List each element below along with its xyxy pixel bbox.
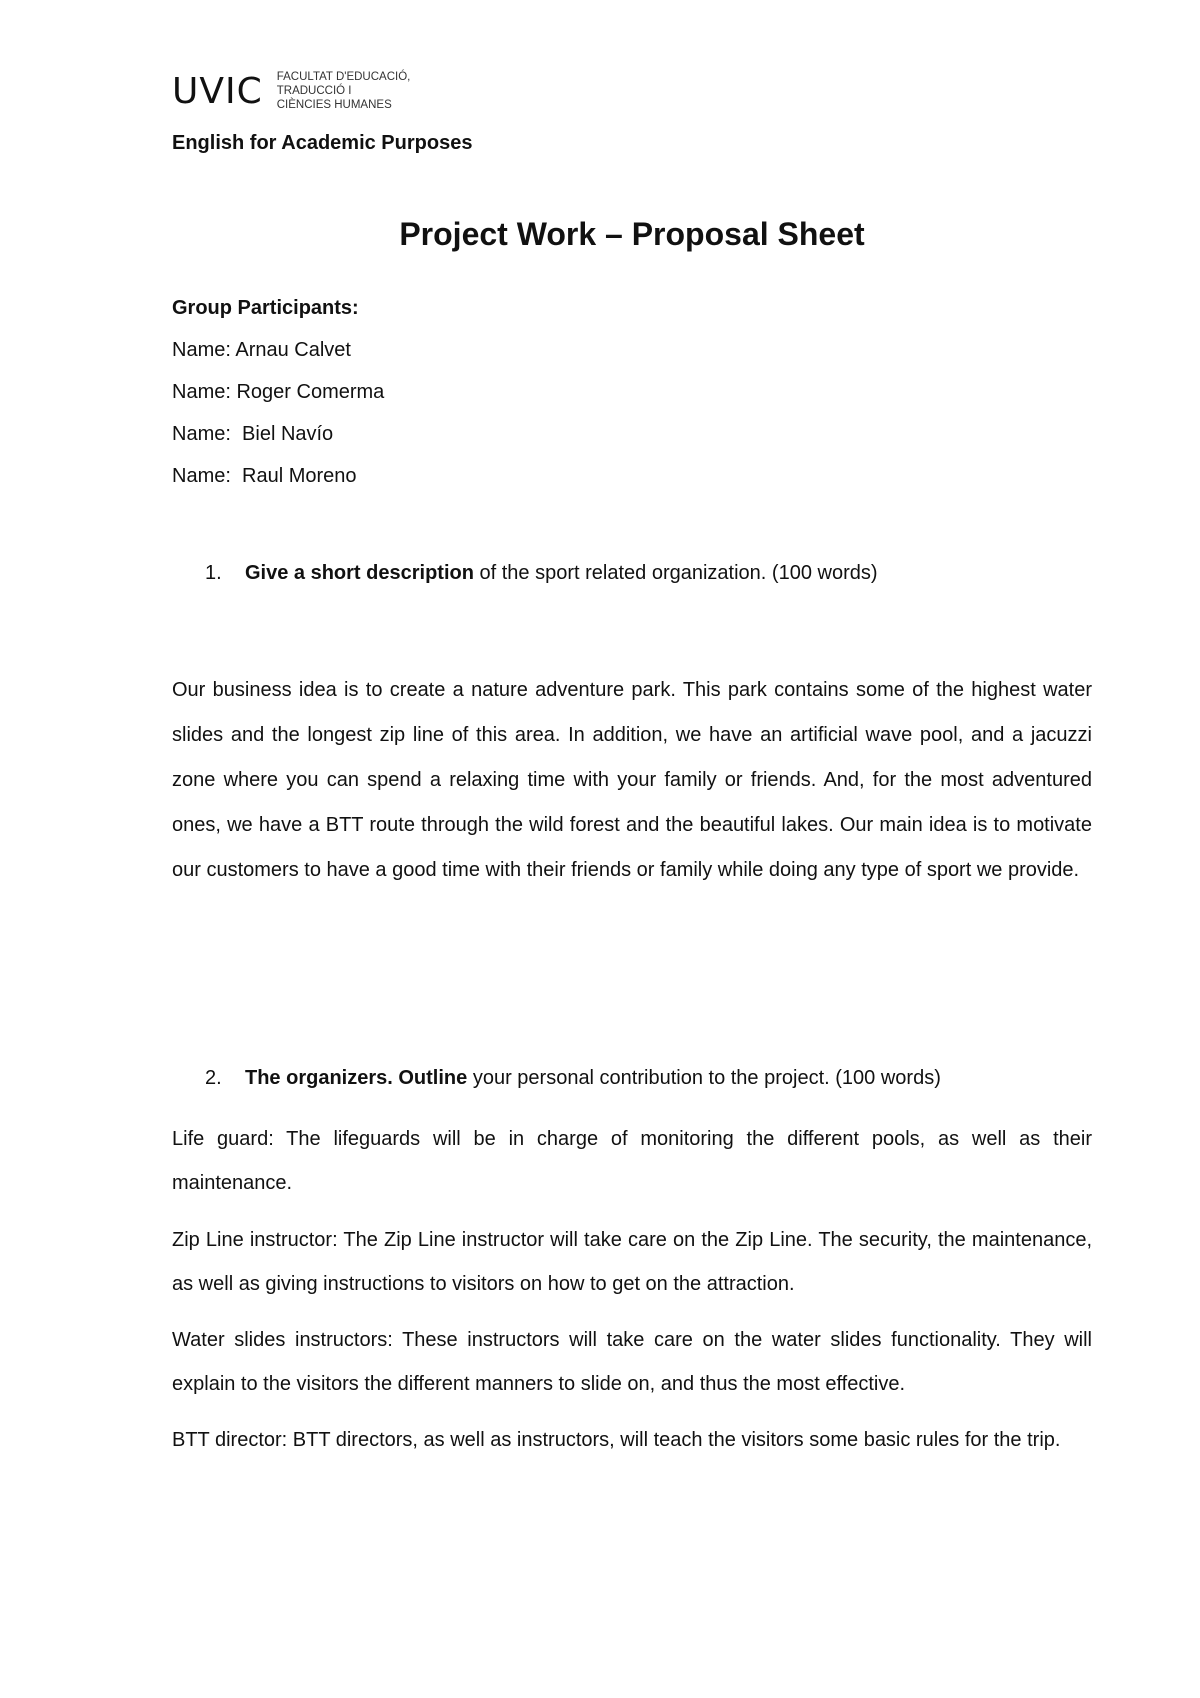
- participant-row: [172, 462, 384, 504]
- course-name: English for Academic Purposes: [172, 132, 473, 154]
- uvic-logo: [172, 70, 410, 118]
- logo-mark: UVIC: [172, 71, 263, 112]
- participant-name: Roger Comerma: [236, 381, 385, 403]
- participant-name: Biel Navío: [242, 423, 334, 445]
- name-label: Name:: [172, 423, 231, 445]
- faculty-line: FACULTAT D'EDUCACIÓ,: [276, 71, 411, 83]
- participant-row: [172, 420, 384, 462]
- name-label: Name:: [172, 465, 231, 487]
- question-bold: The organizers. Outline: [245, 1067, 468, 1089]
- question-number: 2.: [205, 1067, 222, 1089]
- participant-row: [172, 336, 384, 378]
- answer-1-paragraph: Our business idea is to create a nature adventure park. This park contains some of the highest water slides and the longest zip line of this area. In addition, we have an artificial wave pool, and a jacuzzi zone where you can spend a relaxing time with your family or friends. And, for the most adventured ones, we have a BTT route through the wild forest and the beautiful lakes. Our main idea is to motivate our customers to have a good time with their friends or family while doing any type of sport we provide.: [172, 679, 1092, 881]
- role-paragraph: Water slides instructors: These instructors will take care on the water slides functionality. They will explain to the visitors the different manners to slide on, and thus the most effective.: [172, 1329, 1092, 1395]
- faculty-name: [277, 70, 411, 112]
- role-paragraph: Zip Line instructor: The Zip Line instructor will take care on the Zip Line. The security, the maintenance, as well as giving instructions to visitors on how to get on the attraction.: [172, 1229, 1092, 1295]
- name-label: Name:: [172, 381, 231, 403]
- faculty-line: TRADUCCIÓ I: [276, 85, 352, 97]
- page-title: Project Work – Proposal Sheet: [399, 216, 865, 252]
- participants-heading: Group Participants:: [172, 297, 359, 319]
- question-rest: your personal contribution to the project. (100 words): [467, 1067, 941, 1089]
- question-text: [245, 1067, 941, 1090]
- role-paragraph: Life guard: The lifeguards will be in charge of monitoring the different pools, as well as their maintenance.: [172, 1128, 1092, 1194]
- question-1: [205, 562, 878, 585]
- participants-section: [172, 294, 384, 504]
- role-paragraph: BTT director: BTT directors, as well as instructors, will teach the visitors some basic rules for the trip.: [172, 1429, 1061, 1451]
- question-2: [205, 1067, 941, 1090]
- name-label: Name:: [172, 339, 231, 361]
- question-rest: of the sport related organization. (100 words): [473, 562, 878, 584]
- participant-row: [172, 378, 384, 420]
- faculty-line: CIÈNCIES HUMANES: [276, 99, 392, 111]
- question-bold: Give a short description: [245, 562, 474, 584]
- question-number: 1.: [205, 562, 222, 584]
- participant-name: Arnau Calvet: [235, 339, 351, 361]
- participant-name: Raul Moreno: [242, 465, 357, 487]
- question-text: [245, 562, 878, 585]
